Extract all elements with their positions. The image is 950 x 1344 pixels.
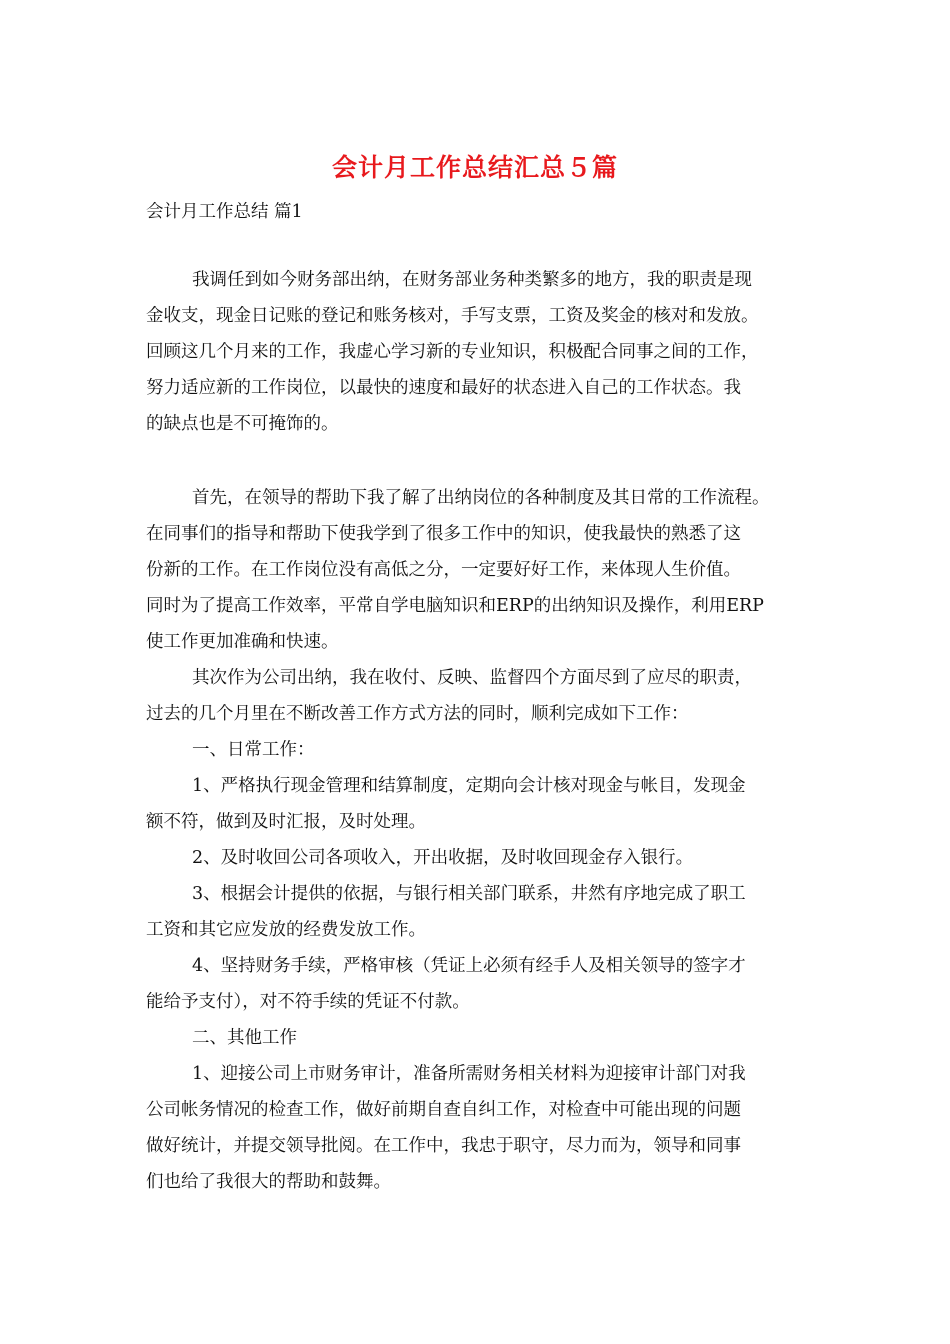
paragraph-line: 首先，在领导的帮助下我了解了出纳岗位的各种制度及其日常的工作流程。 <box>192 488 770 508</box>
paragraph-line: 我调任到如今财务部出纳，在财务部业务种类繁多的地方，我的职责是现 <box>192 270 752 290</box>
section-heading: 会计月工作总结 篇1 <box>146 202 303 222</box>
paragraph-line: 回顾这几个月来的工作，我虚心学习新的专业知识，积极配合同事之间的工作， <box>146 342 759 362</box>
paragraph-line: 们也给了我很大的帮助和鼓舞。 <box>146 1172 391 1192</box>
paragraph-line: 过去的几个月里在不断改善工作方式方法的同时，顺利完成如下工作： <box>146 704 689 724</box>
paragraph-line: 同时为了提高工作效率，平常自学电脑知识和ERP的出纳知识及操作，利用ERP <box>146 596 764 616</box>
paragraph-line: 公司帐务情况的检查工作，做好前期自查自纠工作，对检查中可能出现的问题 <box>146 1100 741 1120</box>
paragraph-line: 1、迎接公司上市财务审计，准备所需财务相关材料为迎接审计部门对我 <box>192 1064 746 1084</box>
paragraph-line: 在同事们的指导和帮助下使我学到了很多工作中的知识，使我最快的熟悉了这 <box>146 524 741 544</box>
paragraph-line: 工资和其它应发放的经费发放工作。 <box>146 920 426 940</box>
paragraph-line: 能给予支付），对不符手续的凭证不付款。 <box>146 992 470 1012</box>
paragraph-line: 的缺点也是不可掩饰的。 <box>146 414 339 434</box>
paragraph-line: 做好统计，并提交领导批阅。在工作中，我忠于职守，尽力而为，领导和同事 <box>146 1136 741 1156</box>
paragraph-line: 2、及时收回公司各项收入，开出收据，及时收回现金存入银行。 <box>192 848 694 868</box>
paragraph-line: 努力适应新的工作岗位，以最快的速度和最好的状态进入自己的工作状态。我 <box>146 378 741 398</box>
paragraph-line: 使工作更加准确和快速。 <box>146 632 339 652</box>
paragraph-line: 1、严格执行现金管理和结算制度，定期向会计核对现金与帐目，发现金 <box>192 776 746 796</box>
document-title: 会计月工作总结汇总５篇 <box>331 153 618 182</box>
paragraph-line: 3、根据会计提供的依据，与银行相关部门联系，井然有序地完成了职工 <box>192 884 746 904</box>
paragraph-line: 额不符，做到及时汇报，及时处理。 <box>146 812 426 832</box>
paragraph-line: 份新的工作。在工作岗位没有高低之分，一定要好好工作，来体现人生价值。 <box>146 560 741 580</box>
paragraph-line: 一、日常工作： <box>192 740 315 760</box>
paragraph-line: 其次作为公司出纳，我在收付、反映、监督四个方面尽到了应尽的职责， <box>192 668 752 688</box>
paragraph-line: 二、其他工作 <box>192 1028 297 1048</box>
paragraph-line: 金收支，现金日记账的登记和账务核对，手写支票，工资及奖金的核对和发放。 <box>146 306 759 326</box>
paragraph-line: 4、坚持财务手续，严格审核（凭证上必须有经手人及相关领导的签字才 <box>192 956 746 976</box>
